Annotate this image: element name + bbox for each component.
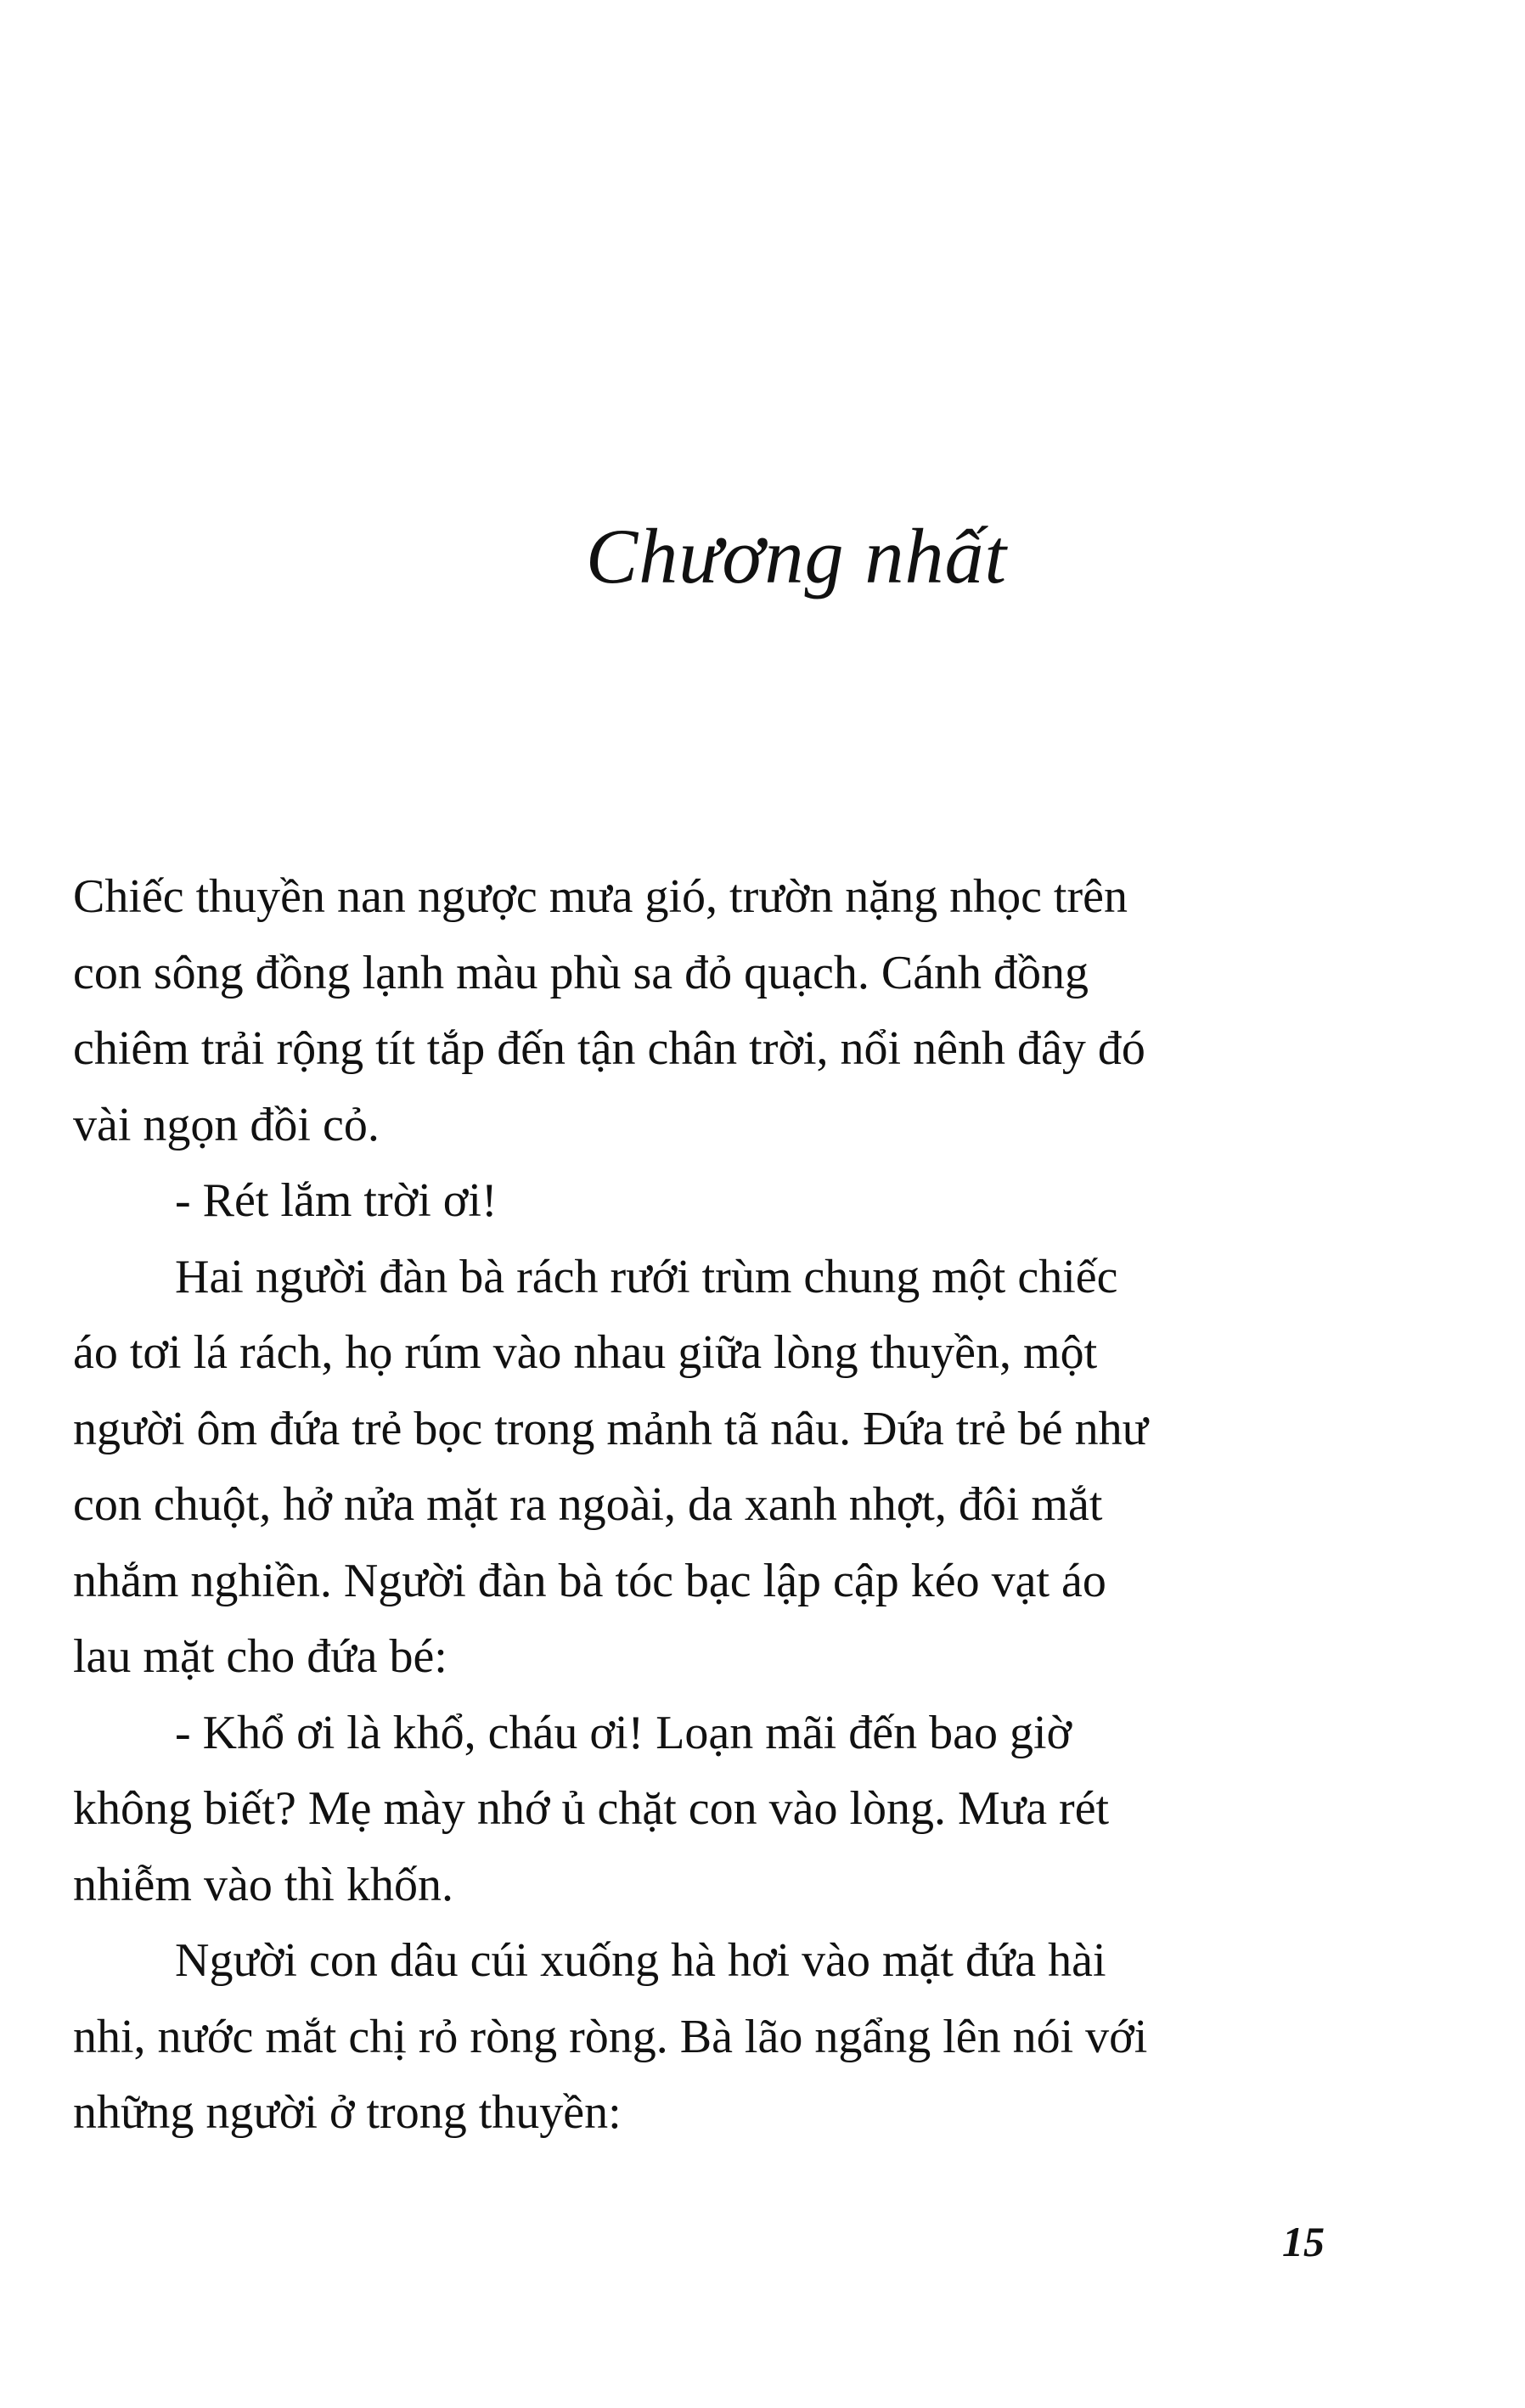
- text-line: vài ngọn đồi cỏ.: [73, 1098, 380, 1151]
- text-line: con sông đồng lạnh màu phù sa đỏ quạch. Cánh đồng: [73, 946, 1089, 999]
- text-line: Người con dâu cúi xuống hà hơi vào mặt đứa hài: [175, 1934, 1106, 1987]
- text-line: những người ở trong thuyền:: [73, 2086, 622, 2139]
- text-line: nhiễm vào thì khốn.: [73, 1858, 453, 1911]
- text-line: nhi, nước mắt chị rỏ ròng ròng. Bà lão ngẩng lên nói với: [73, 2010, 1148, 2063]
- text-line: chiêm trải rộng tít tắp đến tận chân trời, nổi nênh đây đó: [73, 1022, 1145, 1075]
- text-line: không biết? Mẹ mày nhớ ủ chặt con vào lòng. Mưa rét: [73, 1782, 1110, 1835]
- page-number: 15: [1282, 2218, 1325, 2265]
- chapter-title: Chương nhất: [585, 513, 1008, 599]
- text-line: con chuột, hở nửa mặt ra ngoài, da xanh nhợt, đôi mắt: [73, 1478, 1103, 1531]
- chapter-body: [73, 859, 1326, 2152]
- text-line: người ôm đứa trẻ bọc trong mảnh tã nâu. Đứa trẻ bé như: [73, 1402, 1149, 1455]
- dialogue-line: - Khổ ơi là khổ, cháu ơi! Loạn mãi đến bao giờ: [175, 1706, 1072, 1759]
- text-line: lau mặt cho đứa bé:: [73, 1630, 447, 1683]
- dialogue-line: - Rét lắm trời ơi!: [175, 1174, 498, 1227]
- text-line: nhắm nghiền. Người đàn bà tóc bạc lập cập kéo vạt áo: [73, 1554, 1106, 1607]
- text-line: Hai người đàn bà rách rưới trùm chung một chiếc: [175, 1250, 1118, 1303]
- text-line: áo tơi lá rách, họ rúm vào nhau giữa lòng thuyền, một: [73, 1326, 1098, 1379]
- text-line: Chiếc thuyền nan ngược mưa gió, trườn nặng nhọc trên: [73, 870, 1128, 923]
